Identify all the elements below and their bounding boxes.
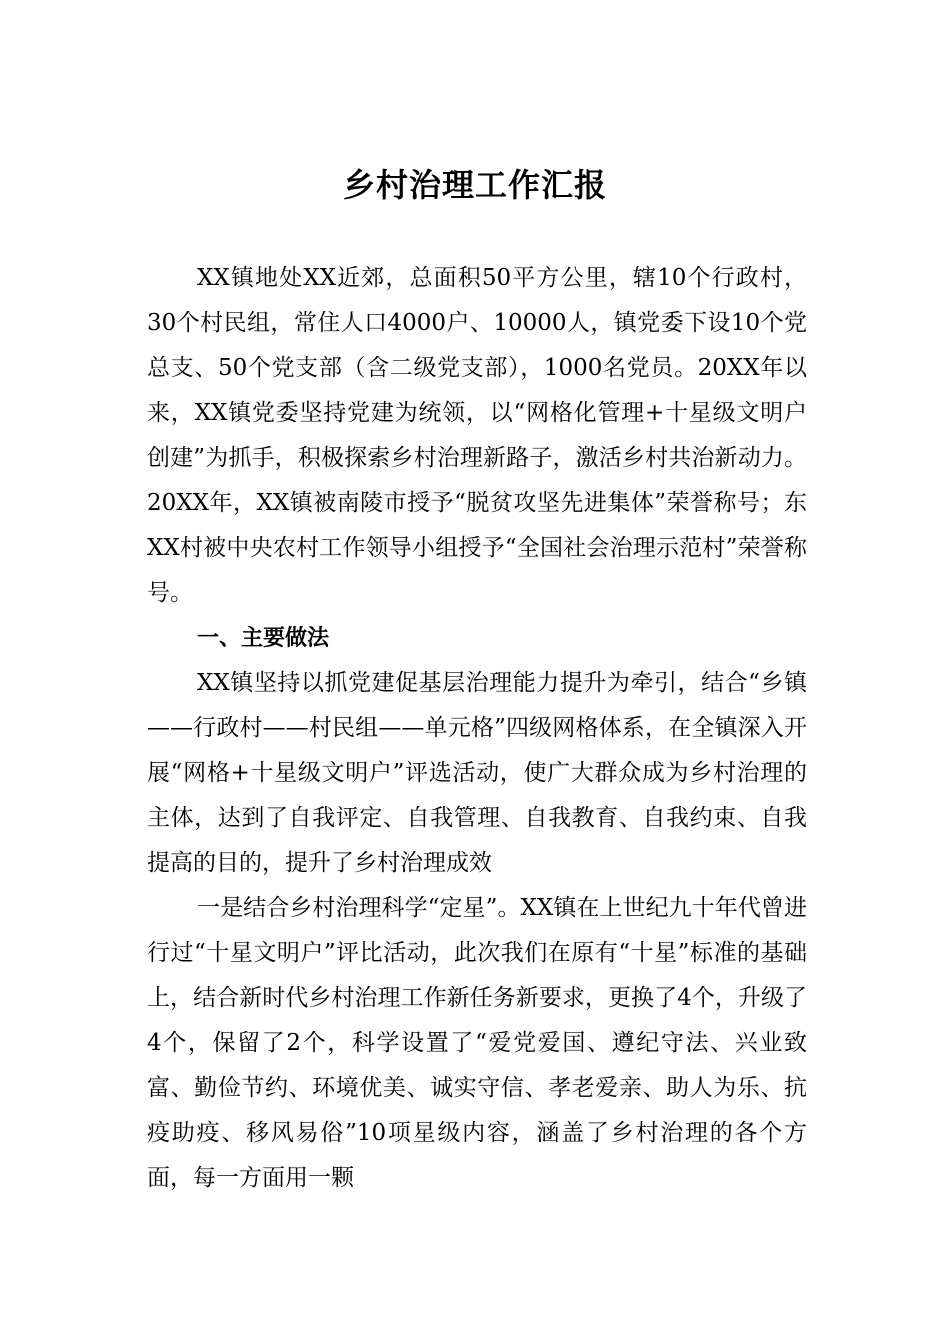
section-paragraph-2: 一是结合乡村治理科学“定星”。XX镇在上世纪九十年代曾进行过“十星文明户”评比活动，此次我们在原有“十星”标准的基础上，结合新时代乡村治理工作新任务新要求，更换了4个，升级了4个，保留了2个，科学设置了“爱党爱国、遵纪守法、兴业致富、勤俭节约、环境优美、诚实守信、孝老爱亲、助人为乐、抗疫助疫、移风易俗”10项星级内容，涵盖了乡村治理的各个方面，每一方面用一颗: [147, 895, 807, 1191]
section-heading: 一、主要做法: [197, 626, 330, 651]
section-paragraph-1: XX镇坚持以抓党建促基层治理能力提升为牵引，结合“乡镇——行政村——村民组——单元格”四级网格体系，在全镇深入开展“网格+十星级文明户”评选活动，使广大群众成为乡村治理的主体，达到了自我评定、自我管理、自我教育、自我约束、自我提高的目的，提升了乡村治理成效: [147, 670, 807, 876]
page-title: 乡村治理工作汇报: [342, 166, 607, 204]
intro-paragraph: XX镇地处XX近郊，总面积50平方公里，辖10个行政村，30个村民组，常住人口4000户、10000人，镇党委下设10个党总支、50个党支部（含二级党支部），1000名党员。20XX年以来，XX镇党委坚持党建为统领，以“网格化管理+十星级文明户创建”为抓手，积极探索乡村治理新路子，激活乡村共治新动力。20XX年，XX镇被南陵市授予“脱贫攻坚先进集体”荣誉称号；东XX村被中央农村工作领导小组授予“全国社会治理示范村”荣誉称号。: [147, 265, 807, 606]
document-body: [147, 256, 807, 1201]
